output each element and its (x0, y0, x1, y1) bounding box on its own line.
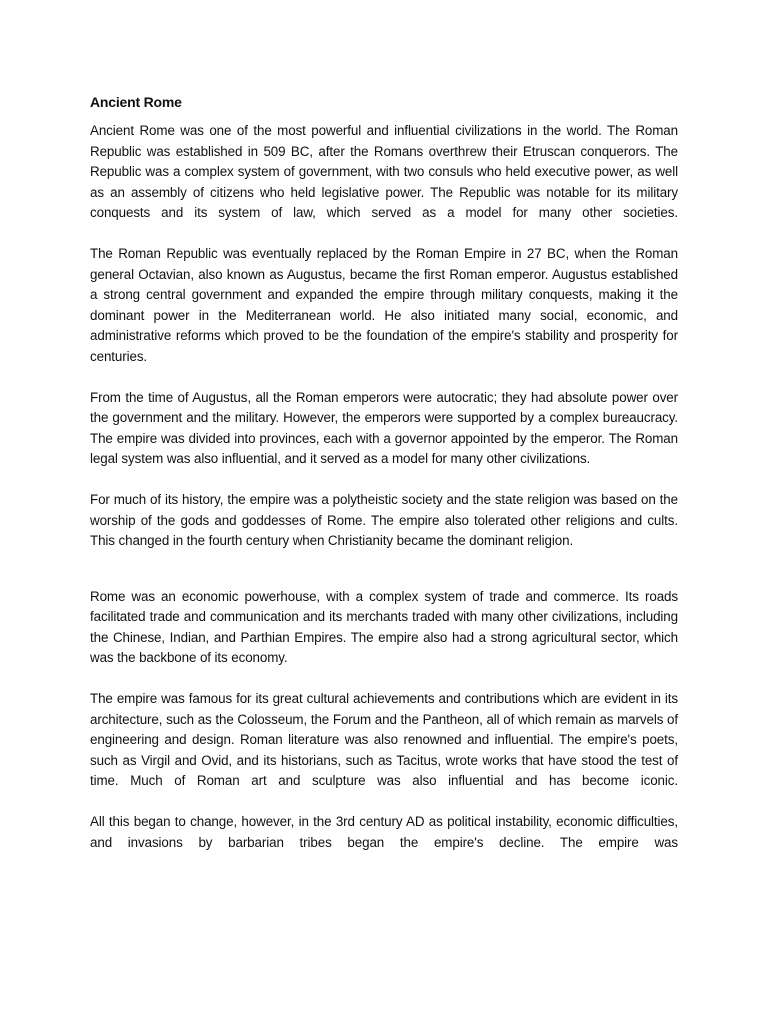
paragraph-religion: For much of its history, the empire was a polytheistic society and the state religion was based on the worship of the gods and goddesses of Rome. The empire also tolerated other religions and cults. This changed in the fourth century when Christianity became the dominant religion. (90, 492, 678, 548)
paragraph-emperors: From the time of Augustus, all the Roman emperors were autocratic; they had absolute power over the government and the military. However, the emperors were supported by a complex bureaucracy. The empire was divided into provinces, each with a governor appointed by the emperor. The Roman legal system was also influential, and it served as a model for many other civilizations. (90, 389, 678, 466)
paragraph-empire: The Roman Republic was eventually replaced by the Roman Empire in 27 BC, when the Roman general Octavian, also known as Augustus, became the first Roman emperor. Augustus established a strong central government and expanded the empire through military conquests, making it the dominant power in the Mediterranean world. He also initiated many social, economic, and administrative reforms which proved to be the foundation of the empire's stability and prosperity for centuries. (90, 246, 678, 364)
document-title: Ancient Rome (90, 94, 182, 110)
paragraph-decline: All this began to change, however, in the 3rd century AD as political instability, economic difficulties, and invasions by barbarian tribes began the empire's decline. The empire was (90, 814, 678, 850)
paragraph-culture: The empire was famous for its great cultural achievements and contributions which are evident in its architecture, such as the Colosseum, the Forum and the Pantheon, all of which remain as marvels of engineering and design. Roman literature was also renowned and influential. The empire's poets, such as Virgil and Ovid, and its historians, such as Tacitus, wrote works that have stood the test of time. Much of Roman art and sculpture was also influential and has become iconic. (90, 691, 678, 788)
paragraph-republic: Ancient Rome was one of the most powerful and influential civilizations in the world. The Roman Republic was established in 509 BC, after the Romans overthrew their Etruscan conquerors. The Republic was a complex system of government, with two consuls who held executive power, as well as an assembly of citizens who held legislative power. The Republic was notable for its military conquests and its system of law, which served as a model for many other societies. (90, 123, 678, 220)
paragraph-economy: Rome was an economic powerhouse, with a complex system of trade and commerce. Its roads facilitated trade and communication and its merchants traded with many other civilizations, including the Chinese, Indian, and Parthian Empires. The empire also had a strong agricultural sector, which was the backbone of its economy. (90, 588, 678, 665)
document-page (90, 93, 678, 874)
